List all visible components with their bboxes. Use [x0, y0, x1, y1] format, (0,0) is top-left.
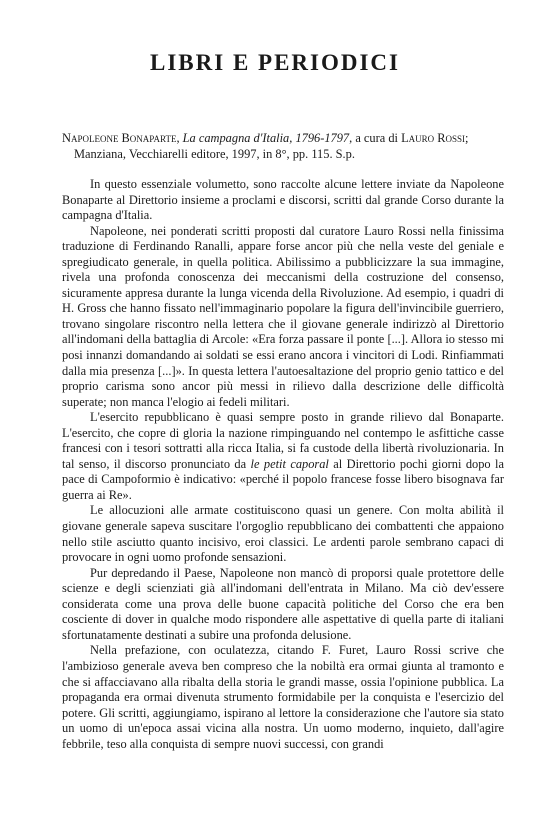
paragraph-4: Le allocuzioni alle armate costituiscono quasi un genere. Con molta abilità il giovane generale sapeva suscitare l'orgoglio repubblicano dei combattenti che appaiono nello stile asciutto quanto incisivo, eroi classici. Le ardenti parole sembrano capaci di provocare in ogni uomo profonde sensazioni. [62, 503, 504, 565]
paragraph-3-italic: le petit caporal [250, 456, 329, 471]
paragraph-6: Nella prefazione, con oculatezza, citando F. Furet, Lauro Rossi scrive che l'ambizioso generale aveva ben compreso che la nobiltà era ormai giunta al tramonto e che si affacciavano alla ribalta della storia le grandi masse, ossia l'opinione pubblica. La propaganda era ormai divenuta strumento formidabile per la conquista e l'esercizio del potere. Gli scritti, aggiungiamo, ispirano al lettore la considerazione che l'autore sia stato un uomo di un'epoca assai vicina alla nostra. Un uomo moderno, inquieto, dall'agire febbrile, teso alla conquista di sempre nuovi successi, con grandi [62, 643, 504, 751]
paragraph-2: Napoleone, nei ponderati scritti proposti dal curatore Lauro Rossi nella finissima traduzione di Ferdinando Ranalli, appare forse ancor più che nella veste del geniale e spregiudicato generale, in quella politica. Abilissimo a pubblicizzare la sua immagine, rivela una profonda conoscenza dei meccanismi della costruzione del consenso, sicuramente appresa durante la lunga vicenda della Rivoluzione. Ad esempio, i quadri di H. Gross che hanno fissato nell'immaginario popolare la figura dell'invincibile guerriero, trovano singolare riscontro nella lettera che il giovane generale indirizzò al Direttorio all'indomani della battaglia di Arcole: «Era forza passare il ponte [...]. Allora io stesso mi posi innanzi domandando ai soldati se essi erano ancora i vincitori di Lodi. Rinfiammati dalla mia presenza [...]». In questa lettera l'autoesaltazione del proprio genio tattico e del proprio carisma sono ancor più messi in rilievo dalla descrizione delle difficoltà superate; non manca l'elogio ai fedeli militari. [62, 223, 504, 409]
reference-publication: Manziana, Vecchiarelli editore, 1997, in 8°, pp. 115. S.p. [74, 146, 355, 161]
book-reference [62, 131, 504, 162]
page-title: LIBRI E PERIODICI [150, 50, 400, 75]
reference-book-title: La campagna d'Italia, 1796-1797 [182, 131, 350, 145]
paragraph-3 [62, 410, 504, 503]
reference-separator: , [176, 131, 183, 145]
paragraph-3-part-1: L'esercito repubblicano è quasi sempre posto in grande rilievo dal Bonaparte. L'esercito, che copre di gloria la nazione rimpinguando nel contempo le asfittiche casse francesi con i tesori sottratti alla ricca Italia, si fa custode della libertà rivoluzionaria. In tal senso, il discorso pronunciato da [62, 410, 504, 471]
paragraph-3-part-2: al Direttorio pochi giorni dopo la pace di Campoformio è indicativo: «perché il popolo francese fosse libero bisognava far guerra ai Re». [62, 456, 504, 502]
paragraph-5: Pur depredando il Paese, Napoleone non mancò di proporsi quale protettore delle scienze e degli scienziati già all'indomani dell'entrata in Milano. Ma ciò dev'essere considerata come una prova delle buone capacità politiche del Corso che era ben cosciente di dover in qualche modo rispondere alle aspettative di quella parte di italiani sfortunatamente destinati a subire una profonda delusione. [62, 565, 504, 642]
reference-author: Napoleone Bonaparte [62, 131, 177, 145]
paragraph-1: In questo essenziale volumetto, sono raccolte alcune lettere inviate da Napoleone Bonaparte al Direttorio insieme a proclami e discorsi, scritti dal grande Corso durante la campagna d'Italia. [62, 177, 504, 223]
review-body [62, 177, 504, 752]
reference-semicolon: ; [465, 131, 469, 145]
reference-curated-by: , a cura di [349, 131, 402, 145]
reference-editor: Lauro Rossi [401, 131, 466, 145]
